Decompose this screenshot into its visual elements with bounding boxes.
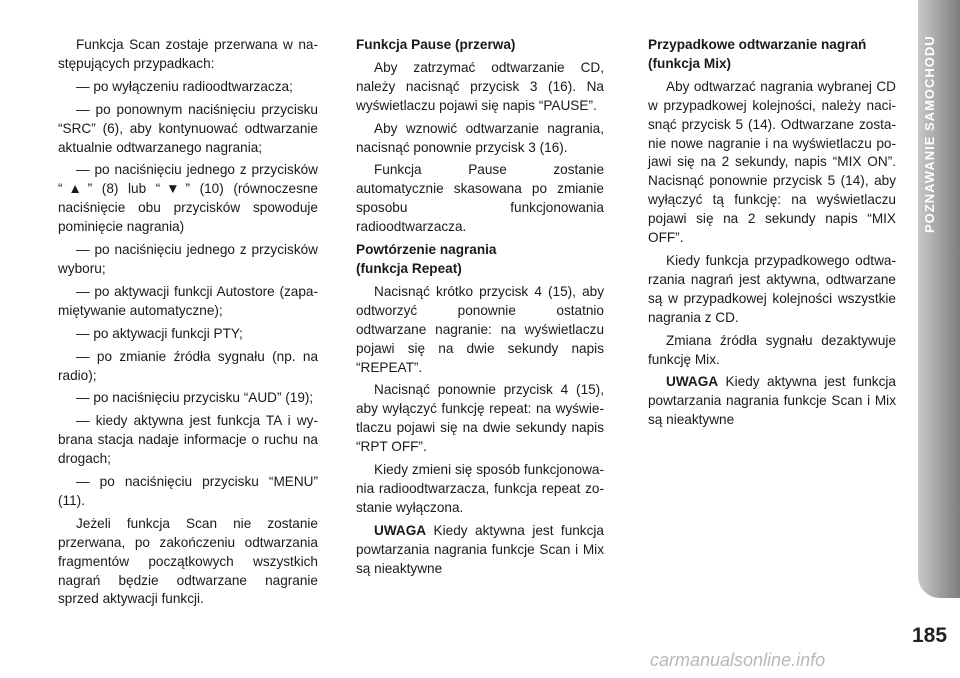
paragraph: Kiedy zmieni się sposób funkcjonowania radioodtwarzacza, funkcja repeat zostanie wyłączona. [356, 462, 604, 515]
list-item: — po zmianie źródła sygnału (np. na radio); [58, 348, 318, 383]
list-item: — po aktywacji funkcji PTY; [76, 325, 243, 341]
paragraph: Nacisnąć ponownie przycisk 4 (15), aby wyłączyć funkcję repeat: na wyświetlaczu pojawi się na dwie sekundy napis “RPT OFF”. [356, 382, 604, 455]
watermark: carmanualsonline.info [650, 650, 826, 670]
paragraph: Aby odtwarzać nagrania wybranej CD w przypadkowej kolejności, należy nacisnąć przycisk 5 (14). Odtwarzane zostanie nowe nagranie i na wyświetlaczu pojawi się na 2 sekundy, napis “MIX ON”. Nacisnąć ponownie przycisk 5 (14), aby wyłączyć tą funkcję: na wyświetlaczu pojawi się na 2 sekundy napis “MIX OFF”. [648, 78, 896, 246]
list-item: — po ponownym naciśnięciu przycisku “SRC” (6), aby kontynuować odtwarzanie aktualnie odtwarzanego nagrania; [58, 101, 318, 155]
chapter-title: POZNAWANIE SAMOCHODU [922, 35, 937, 233]
note-text: Kiedy aktywna jest funkcja powtarzania nagrania funkcje Scan i Mix są nieaktywne [648, 374, 896, 428]
paragraph: Nacisnąć krótko przycisk 4 (15), aby odtworzyć ponownie ostatnio odtwarzane nagranie: na wyświetlaczu pojawi się na dwie sekundy napis “REPEAT”. [356, 283, 604, 375]
section-heading-pause: Funkcja Pause (przerwa) [356, 37, 516, 52]
list-item: — kiedy aktywna jest funkcja TA i wybrana stacja nadaje informacje o ruchu na drogach; [58, 413, 318, 467]
list-item: — po aktywacji funkcji Autostore (zapamiętywanie automatyczne); [58, 283, 318, 318]
paragraph: Zmiana źródła sygnału dezaktywuje funkcję Mix. [648, 332, 896, 367]
paragraph: Funkcja Scan zostaje przerwana w następujących przypadkach: [58, 37, 318, 71]
note-label: UWAGA [374, 522, 427, 538]
paragraph: Aby wznowić odtwarzanie nagrania, nacisnąć ponownie przycisk 3 (16). [356, 120, 604, 155]
chapter-sidebar [910, 0, 960, 678]
column-3 [648, 36, 896, 434]
list-item: — po wyłączeniu radioodtwarzacza; [76, 78, 293, 94]
paragraph: Jeżeli funkcja Scan nie zostanie przerwana, po zakończeniu odtwarzania fragmentów początkowych wszystkich nagrań będzie odtwarzane nagranie sprzed aktywacji funkcji. [58, 515, 318, 607]
section-heading-mix: Przypadkowe odtwarzanie nagrań [648, 37, 867, 52]
column-1 [58, 36, 318, 613]
note-paragraph [648, 373, 896, 430]
page-number: 185 [912, 624, 948, 647]
column-2 [356, 36, 604, 582]
list-item: — po naciśnięciu przycisku “MENU” (11). [58, 474, 318, 508]
list-item: — po naciśnięciu przycisku “AUD” (19); [76, 390, 314, 406]
note-text: Kiedy aktywna jest funkcja powtarzania nagrania funkcje Scan i Mix są nieaktywne [356, 522, 604, 576]
note-paragraph [356, 522, 604, 579]
chapter-tab [918, 0, 960, 598]
section-subheading-mix: (funkcja Mix) [648, 55, 732, 71]
section-subheading-repeat: (funkcja Repeat) [356, 260, 462, 276]
section-heading-repeat: Powtórzenie nagrania [356, 242, 497, 258]
list-item: — po naciśnięciu jednego z przycisków “▲” (8) lub “▼” (10) (równoczesne naciśnięcie obu przycisków spowoduje pominięcie nagrania) [58, 162, 318, 235]
list-item: — po naciśnięciu jednego z przycisków wyboru; [58, 242, 318, 276]
note-label: UWAGA [666, 374, 719, 390]
paragraph: Aby zatrzymać odtwarzanie CD, należy nacisnąć przycisk 3 (16). Na wyświetlaczu pojawi się napis “PAUSE”. [356, 59, 604, 113]
paragraph: Funkcja Pause zostanie automatycznie skasowana po zmianie sposobu funkcjonowania radioodtwarzacza. [356, 162, 604, 235]
paragraph: Kiedy funkcja przypadkowego odtwarzania nagrań jest aktywna, odtwarzane są w przypadkowej kolejności wszystkie nagrania z CD. [648, 252, 896, 325]
